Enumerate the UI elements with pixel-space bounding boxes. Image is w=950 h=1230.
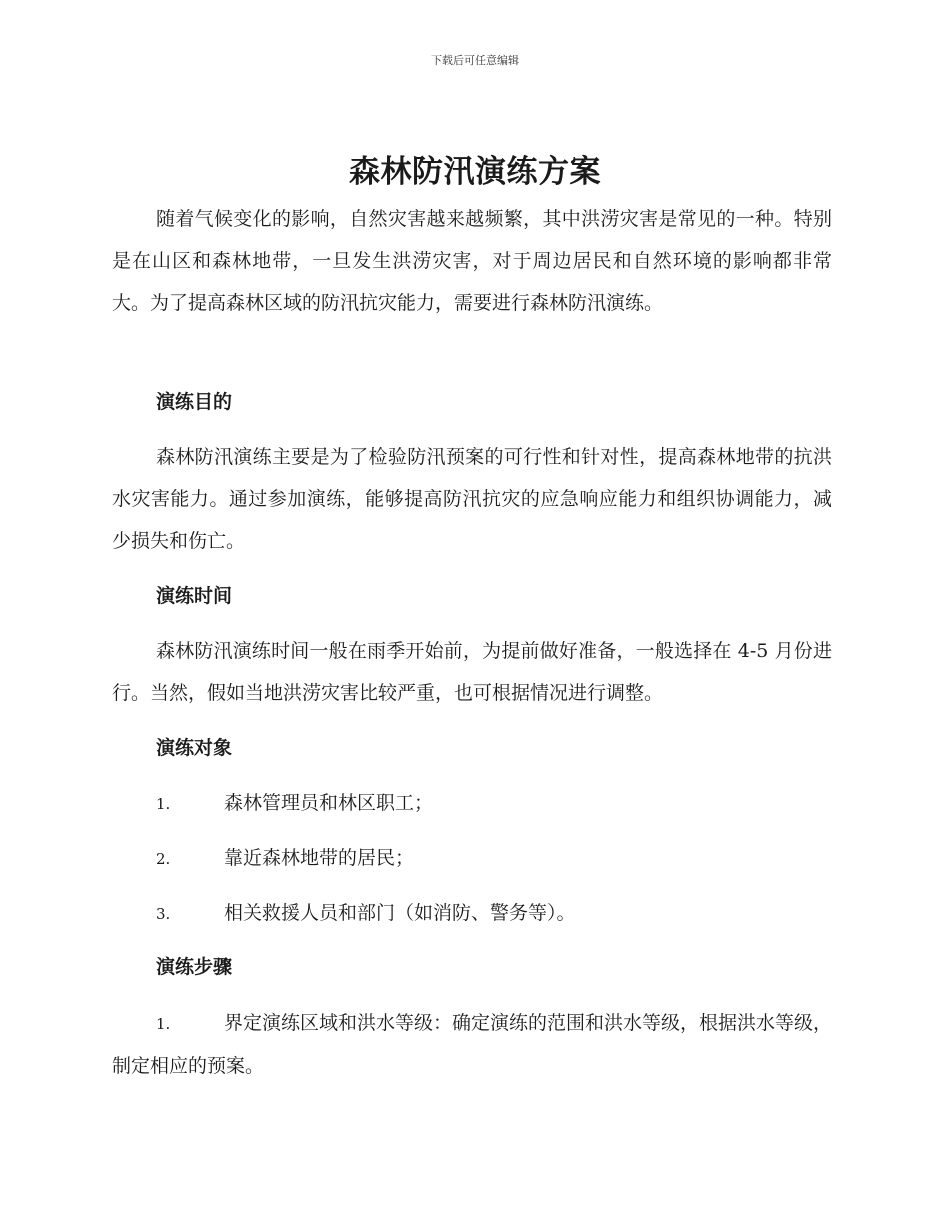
- list-item: [156, 782, 832, 825]
- list-item-text: 相关救援人员和部门（如消防、警务等）。: [224, 902, 576, 924]
- section-heading-time: 演练时间: [156, 585, 233, 607]
- list-item-text: 界定演练区域和洪水等级：确定演练的范围和洪水等级，根据洪水等级，制定相应的预案。: [112, 1012, 833, 1077]
- list-item-number: 1.: [156, 1015, 171, 1033]
- list-item: [156, 837, 832, 880]
- list-item-number: 1.: [156, 795, 171, 813]
- list-item-number: 3.: [156, 905, 171, 923]
- purpose-paragraph: 森林防汛演练主要是为了检验防汛预案的可行性和针对性，提高森林地带的抗洪水灾害能力。通过参加演练，能够提高防汛抗灾的应急响应能力和组织协调能力，减少损失和伤亡。: [112, 446, 832, 552]
- intro-paragraph: 随着气候变化的影响，自然灾害越来越频繁，其中洪涝灾害是常见的一种。特别是在山区和森林地带，一旦发生洪涝灾害，对于周边居民和自然环境的影响都非常大。为了提高森林区域的防汛抗灾能力，需要进行森林防汛演练。: [112, 208, 832, 314]
- section-heading-targets: 演练对象: [156, 737, 233, 759]
- list-item-text: 森林管理员和林区职工；: [224, 792, 434, 814]
- list-item-number: 2.: [156, 850, 171, 868]
- list-item: [112, 1002, 832, 1087]
- page-header: 下载后可任意编辑: [431, 54, 519, 67]
- list-item: [156, 892, 832, 935]
- time-paragraph: 森林防汛演练时间一般在雨季开始前，为提前做好准备，一般选择在 4-5 月份进行。当然，假如当地洪涝灾害比较严重，也可根据情况进行调整。: [112, 640, 832, 704]
- section-heading-purpose: 演练目的: [156, 391, 233, 413]
- list-item-text: 靠近森林地带的居民；: [224, 847, 415, 869]
- document-title: 森林防汛演练方案: [349, 154, 601, 190]
- section-heading-steps: 演练步骤: [156, 956, 233, 978]
